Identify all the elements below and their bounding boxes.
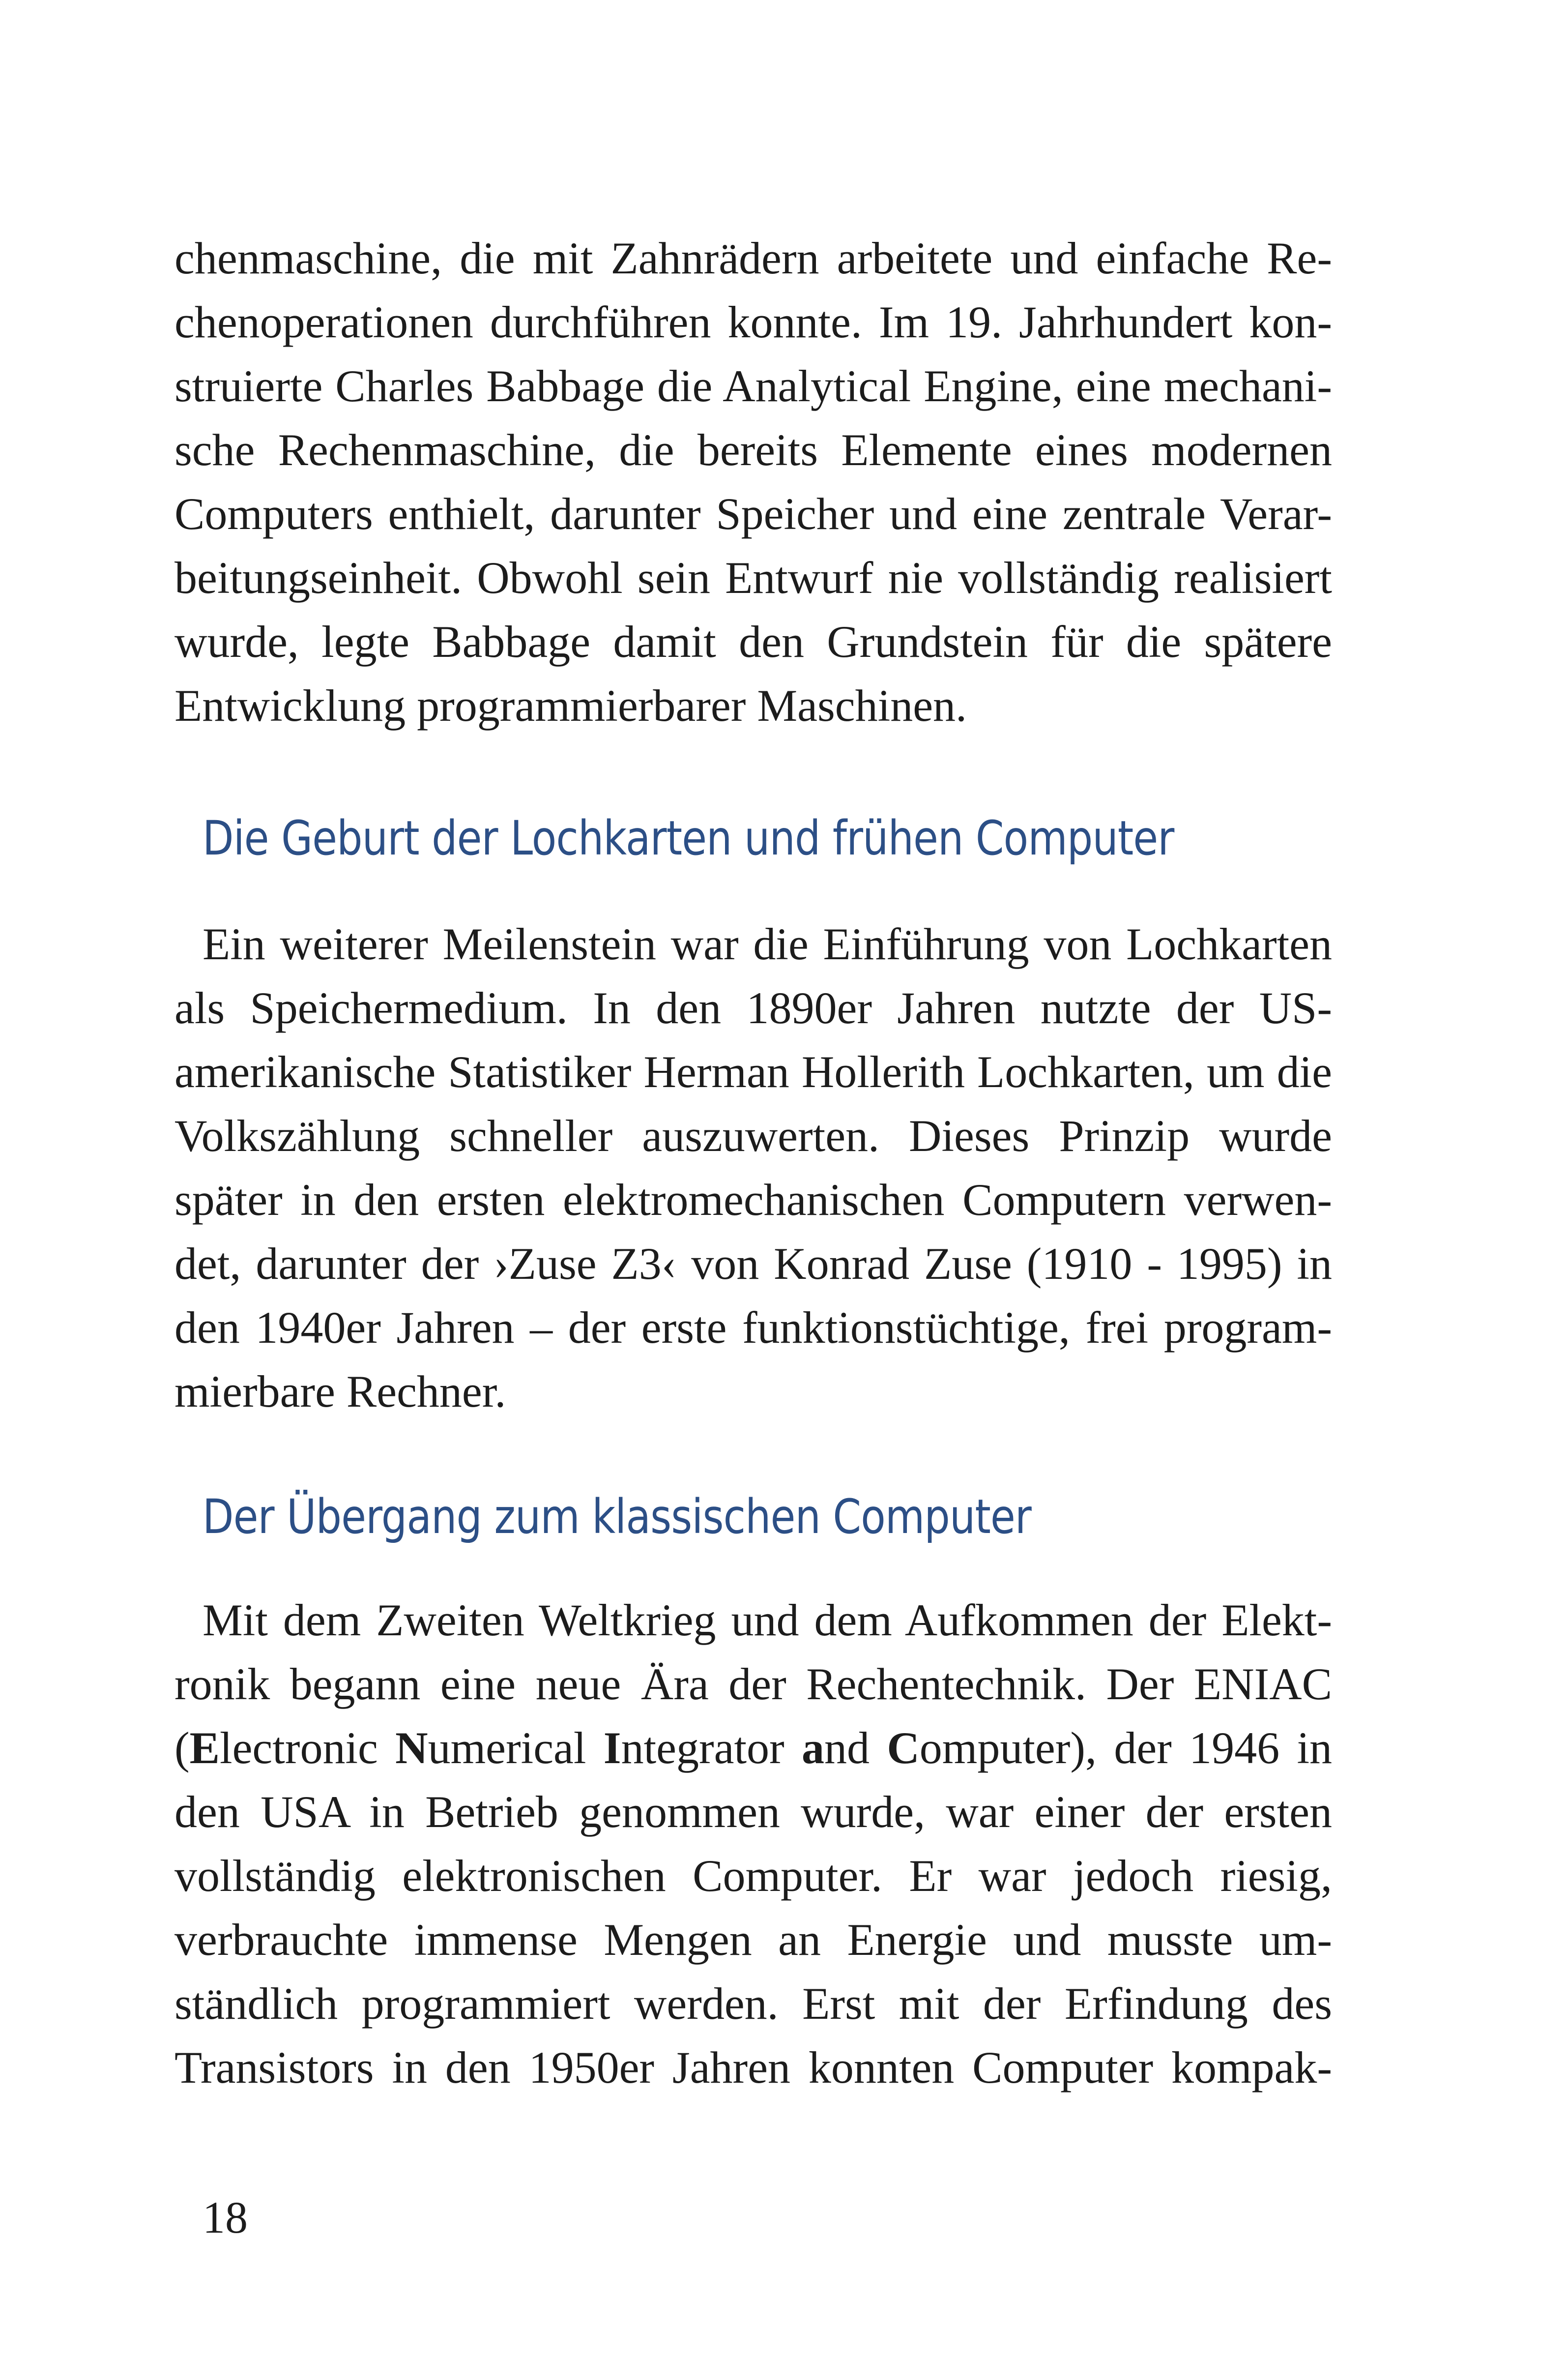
text-line: ronik begann eine neue Ära der Rechentechnik. Der ENIAC (174, 1659, 1332, 1709)
text-fragment: lectronic (220, 1723, 396, 1773)
text-line: det, darunter der ›Zuse Z3‹ von Konrad Zuse (1910 - 1995) in (174, 1239, 1332, 1289)
text-line: ständlich programmiert werden. Erst mit der Erfindung des (174, 1978, 1332, 2029)
text-line-eniac-acronym (174, 1716, 1332, 1780)
text-line: struierte Charles Babbage die Analytical Engine, eine mechani- (174, 361, 1332, 411)
text-line: chenmaschine, die mit Zahnrädern arbeitete und einfache Re- (174, 233, 1332, 283)
acronym-letter-c: C (887, 1723, 920, 1773)
text-line: amerikanische Statistiker Herman Hollerith Lochkarten, um die (174, 1047, 1332, 1097)
text-line: Transistors in den 1950er Jahren konnten Computer kompak- (174, 2042, 1332, 2093)
text-fragment: ntegrator (621, 1723, 802, 1773)
acronym-letter-n: N (395, 1723, 428, 1773)
text-line: Entwicklung programmierbarer Maschinen. (174, 680, 967, 731)
text-line: Ein weiterer Meilenstein war die Einführung von Lochkarten (203, 919, 1332, 969)
text-line: wurde, legte Babbage damit den Grundstein für die spätere (174, 617, 1332, 667)
text-line: den 1940er Jahren – der erste funktionstüchtige, frei program- (174, 1302, 1332, 1353)
page-number: 18 (203, 2192, 248, 2242)
section-heading-lochkarten: Die Geburt der Lochkarten und frühen Computer (203, 811, 1174, 866)
text-fragment: omputer), der 1946 in (919, 1723, 1333, 1773)
text-line: den USA in Betrieb genommen wurde, war einer der ersten (174, 1787, 1332, 1837)
text-line: mierbare Rechner. (174, 1366, 506, 1416)
acronym-letter-e: E (189, 1723, 220, 1773)
text-line: Mit dem Zweiten Weltkrieg und dem Aufkommen der Elekt- (203, 1595, 1332, 1645)
acronym-letter-i: I (603, 1723, 621, 1773)
text-fragment: umerical (428, 1723, 604, 1773)
text-line: vollständig elektronischen Computer. Er war jedoch riesig, (174, 1851, 1332, 1901)
text-fragment: nd (824, 1723, 887, 1773)
text-line: beitungseinheit. Obwohl sein Entwurf nie vollständig realisiert (174, 553, 1332, 603)
text-line: chenoperationen durchführen konnte. Im 19. Jahrhundert kon- (174, 297, 1332, 347)
text-line: sche Rechenmaschine, die bereits Elemente eines modernen (174, 425, 1332, 475)
text-line: verbrauchte immense Mengen an Energie und musste um- (174, 1915, 1332, 1965)
text-line: Computers enthielt, darunter Speicher und eine zentrale Verar- (174, 489, 1332, 539)
text-line: Volkszählung schneller auszuwerten. Dieses Prinzip wurde (174, 1111, 1332, 1161)
text-line: als Speichermedium. In den 1890er Jahren nutzte der US- (174, 983, 1332, 1033)
acronym-letter-a: a (801, 1723, 824, 1773)
text-fragment: ( (174, 1723, 190, 1773)
text-line: später in den ersten elektromechanischen Computern verwen- (174, 1175, 1332, 1225)
section-heading-klassisch: Der Übergang zum klassischen Computer (203, 1489, 1031, 1544)
